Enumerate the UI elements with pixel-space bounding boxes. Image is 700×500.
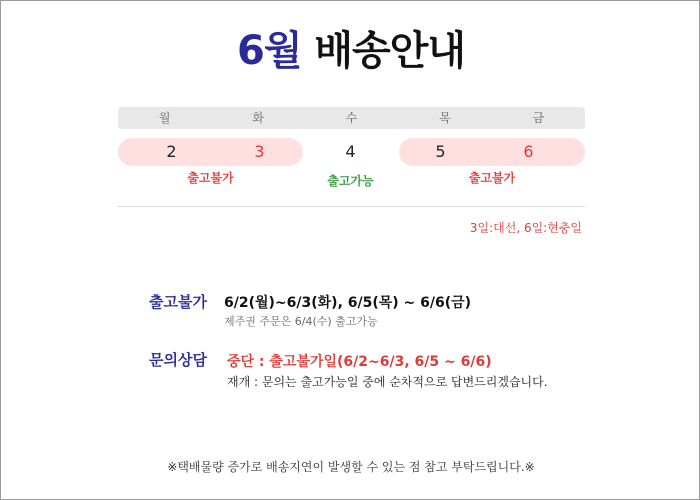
inquiry-resume: 재개 : 문의는 출고가능일 중에 순차적으로 답변드리겠습니다. — [227, 375, 548, 389]
status-unavailable-left: 출고불가 — [187, 171, 234, 185]
inquiry-label: 문의상담 — [149, 351, 207, 369]
status-unavailable-right: 출고불가 — [468, 171, 516, 185]
inquiry-suspend: 중단 : 출고불가일(6/2~6/3, 6/5 ~ 6/6) — [227, 354, 492, 370]
divider — [118, 206, 585, 207]
date-2: 2 — [166, 142, 177, 161]
holiday-note: 3일:대선, 6일:현충일 — [469, 221, 582, 235]
date-5: 5 — [435, 142, 446, 161]
title-month: 6월 — [237, 28, 302, 74]
date-6: 6 — [523, 142, 534, 161]
jeju-note: 제주권 주문은 6/4(수) 출고가능 — [224, 315, 378, 328]
weekday-tue: 화 — [252, 111, 264, 125]
unavailable-label: 출고불가 — [149, 293, 207, 311]
weekday-thu: 목 — [439, 111, 451, 125]
unavailable-dates: 6/2(월)~6/3(화), 6/5(목) ~ 6/6(금) — [224, 295, 472, 311]
weekday-wed: 수 — [345, 111, 358, 125]
footer-notice: ※택배물량 증가로 배송지연이 발생할 수 있는 점 참고 부탁드립니다.※ — [167, 460, 535, 474]
weekday-mon: 월 — [158, 111, 171, 125]
page-title — [1, 19, 700, 76]
weekday-header — [118, 107, 585, 129]
weekday-fri: 금 — [532, 111, 545, 125]
status-available: 출고가능 — [327, 174, 374, 188]
date-3: 3 — [254, 142, 265, 161]
title-text: 배송안내 — [314, 28, 465, 74]
date-4: 4 — [345, 142, 356, 161]
